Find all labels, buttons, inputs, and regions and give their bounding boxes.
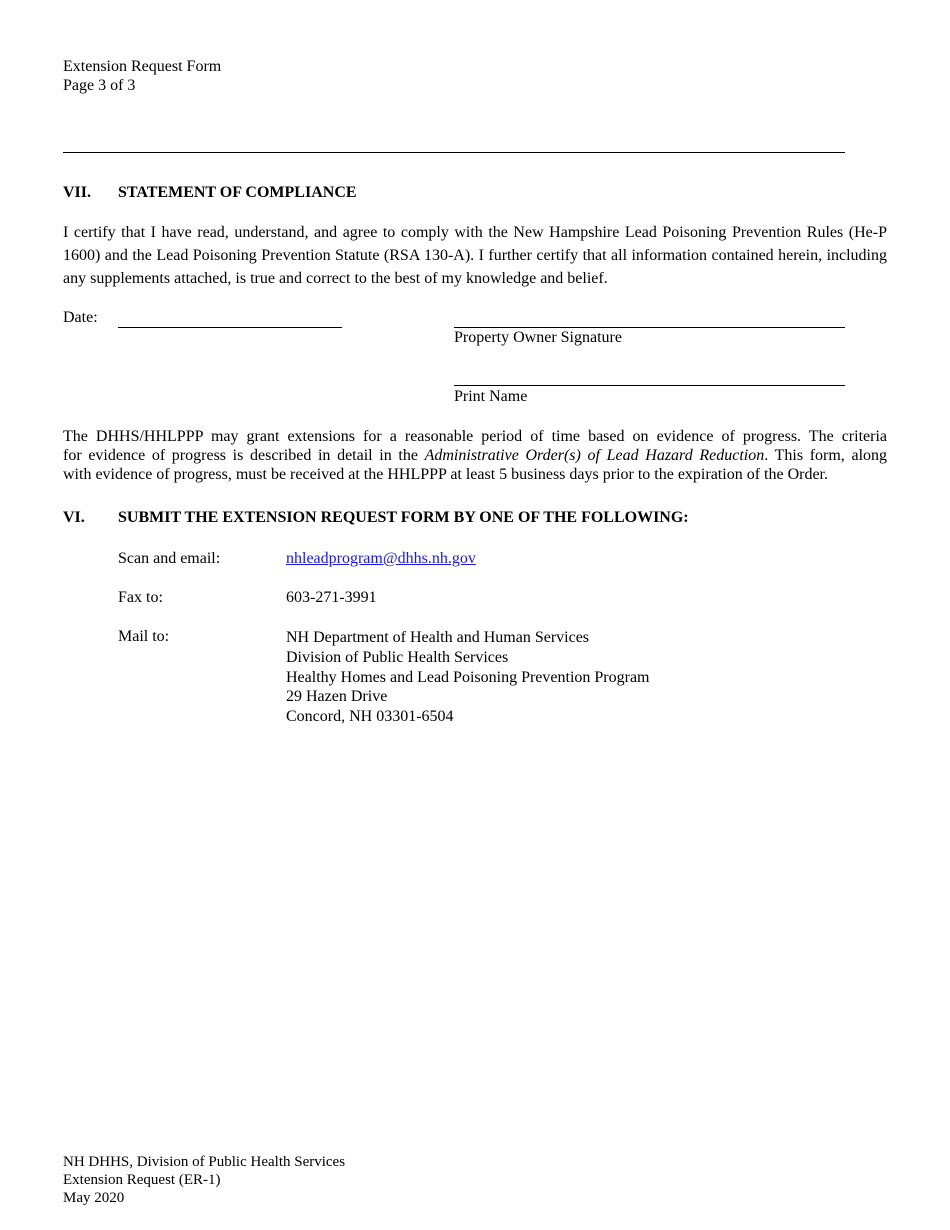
administrative-order-title: Administrative Order(s) of Lead Hazard Reduction xyxy=(424,447,765,464)
page-header xyxy=(63,57,221,95)
section-vii-heading: STATEMENT OF COMPLIANCE xyxy=(118,184,357,201)
form-title: Extension Request Form xyxy=(63,58,222,75)
footer-agency: NH DHHS, Division of Public Health Services xyxy=(63,1154,346,1170)
extension-note-line-3: with evidence of progress, must be received at the HHLPPP at least 5 business days prior to the expiration of the Order. xyxy=(63,466,828,483)
extension-note-line-2-end: . This form, along xyxy=(764,447,888,464)
print-name-label: Print Name xyxy=(454,388,528,405)
fax-number: 603-271-3991 xyxy=(286,589,377,606)
header-divider xyxy=(63,152,845,153)
section-vi-heading: SUBMIT THE EXTENSION REQUEST FORM BY ONE OF THE FOLLOWING: xyxy=(118,509,689,526)
extension-note-line-1: The DHHS/HHLPPP may grant extensions for a reasonable period of time based on evidence of progress. The criteria xyxy=(63,428,887,445)
mail-address-line: Healthy Homes and Lead Poisoning Prevention Program xyxy=(286,668,650,686)
mail-address-line: NH Department of Health and Human Services xyxy=(286,629,590,646)
mail-address-line: Concord, NH 03301-6504 xyxy=(286,708,454,726)
compliance-paragraph: I certify that I have read, understand, and agree to comply with the New Hampshire Lead Poisoning Prevention Rules (He-P 1600) and the Lead Poisoning Prevention Statute (RSA 130-A). I further certify that all information contained herein, including any supplements attached, is true and correct to the best of my knowledge and belief. xyxy=(63,224,887,287)
extension-note-line-2 xyxy=(63,446,887,465)
footer-date: May 2020 xyxy=(63,1190,125,1206)
date-field-line[interactable] xyxy=(118,327,342,328)
extension-note xyxy=(63,427,887,484)
owner-signature-line[interactable] xyxy=(454,327,845,328)
page-footer xyxy=(63,1153,345,1207)
mail-label: Mail to: xyxy=(118,628,170,645)
section-vii-number: VII. xyxy=(63,184,92,201)
footer-form-id: Extension Request (ER-1) xyxy=(63,1172,221,1188)
page-number: Page 3 of 3 xyxy=(63,77,136,94)
section-vi-number: VI. xyxy=(63,509,85,526)
mail-address xyxy=(286,628,650,727)
fax-label: Fax to: xyxy=(118,589,163,606)
email-link[interactable]: nhleadprogram@dhhs.nh.gov xyxy=(286,550,476,567)
print-name-line[interactable] xyxy=(454,385,845,386)
email-label: Scan and email: xyxy=(118,550,221,567)
extension-note-line-2-start: for evidence of progress is described in detail in the xyxy=(63,447,425,464)
mail-address-line: Division of Public Health Services xyxy=(286,648,509,666)
owner-signature-label: Property Owner Signature xyxy=(454,329,622,346)
mail-address-line: 29 Hazen Drive xyxy=(286,688,388,706)
date-label: Date: xyxy=(63,309,98,326)
